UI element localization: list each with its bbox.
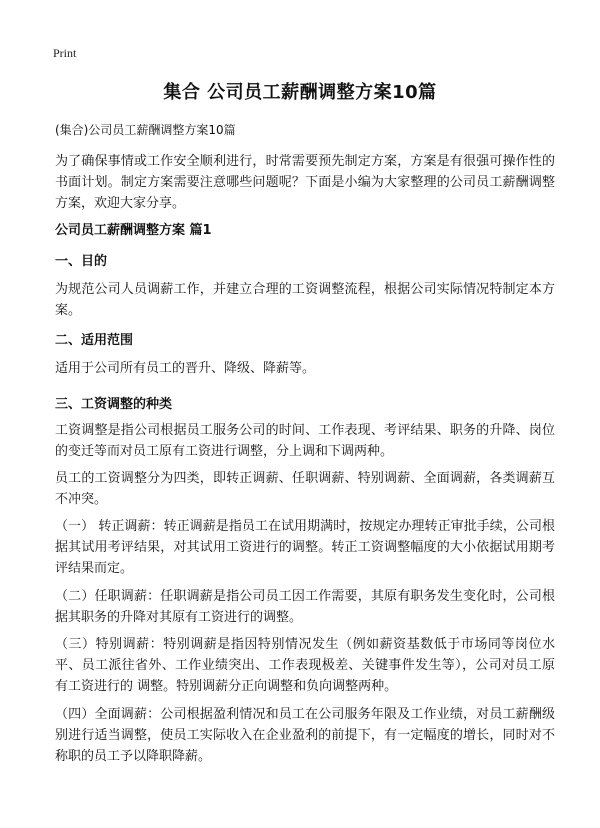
print-label: Print	[53, 46, 77, 60]
paragraph-probation-adjustment: （一） 转正调薪：转正调薪是指员工在试用期满时，按规定办理转正审批手续，公司根据其试用考评结果，对其试用工资进行的调整。转正工资调整幅度的大小依据试用期考评结果而定。	[55, 519, 555, 576]
intro-paragraph: 为了确保事情或工作安全顺利进行，时常需要预先制定方案，方案是有很强可操作性的书面计划。制定方案需要注意哪些问题呢？下面是小编为大家整理的公司员工薪酬调整方案，欢迎大家分享。	[55, 154, 555, 211]
document-subtitle: (集合)公司员工薪酬调整方案10篇	[55, 123, 236, 137]
paragraph-purpose: 为规范公司人员调薪工作，并建立合理的工资调整流程，根据公司实际情况特制定本方案。	[55, 282, 555, 318]
heading-adjustment-types: 三、工资调整的种类	[55, 397, 173, 412]
paragraph-general-adjustment: （四）全面调薪：公司根据盈利情况和员工在公司服务年限及工作业绩，对员工薪酬级别进行适当调整，使员工实际收入在企业盈利的前提下，有一定幅度的增长，同时对不称职的员工予以降职降薪。	[55, 707, 555, 764]
heading-scope: 二、适用范围	[55, 333, 134, 348]
paragraph-scope: 适用于公司所有员工的晋升、降级、降薪等。	[55, 361, 316, 376]
paragraph-adjustment-categories: 员工的工资调整分为四类，即转正调薪、任职调薪、特别调薪、全面调薪，各类调薪互不冲突。	[55, 471, 555, 507]
paragraph-position-adjustment: （二）任职调薪：任职调薪是指公司员工因工作需要，其原有职务发生变化时，公司根据其职务的升降对其原有工资进行的调整。	[55, 589, 555, 625]
section-title: 公司员工薪酬调整方案 篇1	[55, 223, 212, 238]
paragraph-adjustment-definition: 工资调整是指公司根据员工服务公司的时间、工作表现、考评结果、职务的升降、岗位的变迁等而对员工原有工资进行调整，分上调和下调两种。	[55, 423, 555, 459]
heading-purpose: 一、目的	[55, 254, 108, 269]
paragraph-special-adjustment: （三）特别调薪：特别调薪是指因特别情况发生（例如薪资基数低于市场同等岗位水平、员工派往省外、工作业绩突出、工作表现极差、关键事件发生等），公司对员工原有工资进行的 调整。特别调薪分正向调整和负向调整两种。	[55, 637, 555, 694]
document-title: 集合 公司员工薪酬调整方案10篇	[163, 82, 437, 103]
